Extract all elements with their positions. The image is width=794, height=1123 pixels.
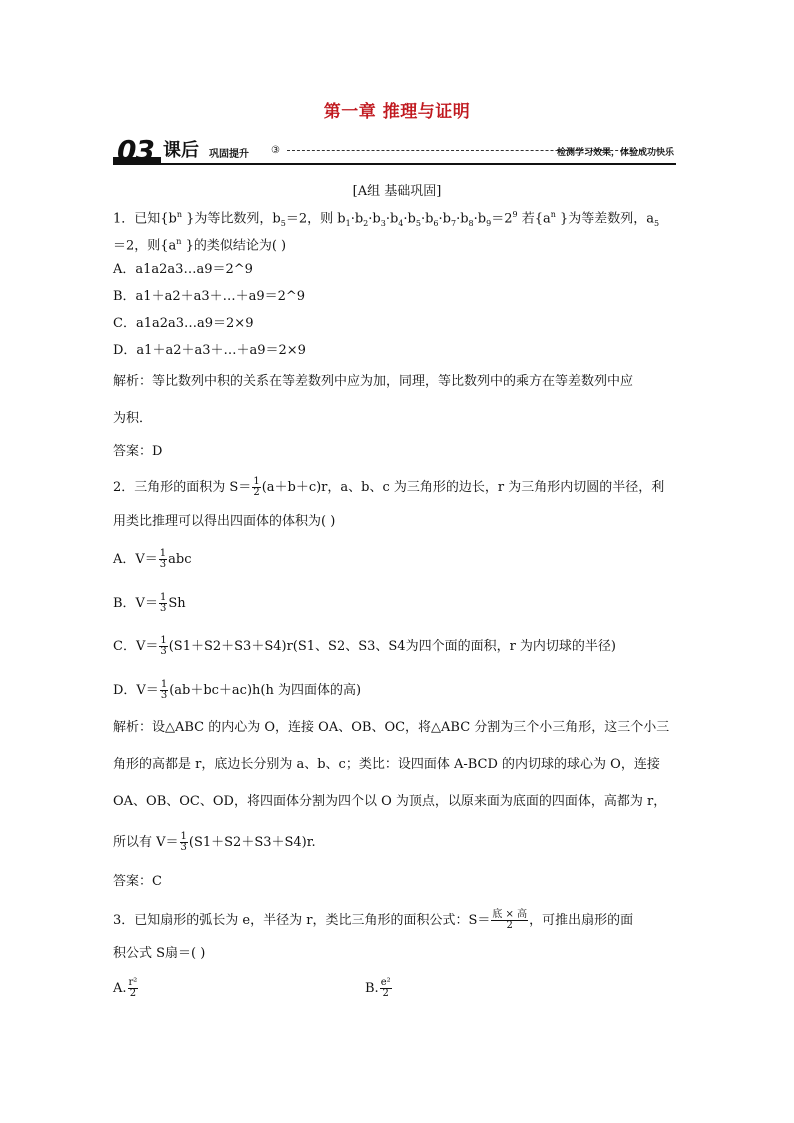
q1-t23: ＝2 (491, 211, 513, 227)
banner-rule (113, 163, 676, 165)
q2-a-frac (159, 549, 167, 570)
q2-an4-pre: 所以有 V＝ (113, 835, 179, 850)
q1-l2c: }的类似结论为( ) (181, 238, 287, 254)
q2-analysis-line1: 解析：设△ABC 的内心为 O，连接 OA、OB、OC，将△ABC 分割为三个小三角形，这三个小三 (113, 720, 670, 735)
q2-d-frac (160, 680, 168, 701)
q2-stem-line2: 用类比推理可以得出四面体的体积为( ) (113, 514, 336, 529)
q3-a-frac (128, 978, 139, 999)
q2-an4-frac (180, 832, 188, 853)
q2-d-num: 1 (160, 679, 168, 690)
q2-d-den: 3 (160, 690, 168, 701)
q1-t12: 4 (398, 218, 404, 228)
q1-t22: 9 (486, 218, 492, 228)
q3-stem-line1 (113, 910, 633, 931)
q3-option-a (113, 978, 139, 999)
q2-c-pre: C．V＝ (113, 639, 159, 654)
q2-d-pre: D．V＝ (113, 683, 159, 698)
q2-an4-num: 1 (180, 831, 187, 842)
q2-an4-post: (S1＋S2＋S3＋S4)r. (188, 835, 316, 850)
q1-t16: 6 (433, 218, 439, 228)
q2-option-b (113, 593, 186, 614)
q3-a-den: 2 (129, 988, 137, 999)
q2-half-fraction (252, 477, 260, 498)
q2-option-d (113, 680, 361, 701)
q2-b-frac (159, 593, 167, 614)
q3-a-num: r² (128, 977, 138, 988)
q2-answer: 答案：C (113, 874, 162, 889)
q1-t5: ＝2，则 b (285, 211, 346, 227)
q2-d-post: (ab＋bc＋ac)h(h 为四面体的高) (169, 683, 362, 698)
banner-number: 03 (117, 134, 154, 167)
q1-l2a: ＝2，则{a (113, 238, 177, 254)
q1-t25: 若{a (517, 211, 551, 227)
q1-t8: 2 (363, 218, 369, 228)
q1-t15: ·b (420, 211, 434, 227)
q1-option-b: B．a1＋a2＋a3＋…＋a9＝2^9 (113, 289, 306, 304)
chapter-title: 第一章 推理与证明 (323, 102, 471, 122)
q1-t14: 5 (415, 218, 421, 228)
q1-t7: ·b (350, 211, 364, 227)
q1-option-a: A．a1a2a3…a9＝2^9 (113, 262, 253, 277)
q1-option-c: C．a1a2a3…a9＝2×9 (113, 316, 254, 331)
q1-t11: ·b (385, 211, 399, 227)
q3-l1-pre: 3．已知扇形的弧长为 e，半径为 r，类比三角形的面积公式：S＝ (113, 913, 491, 928)
q2-a-post: abc (168, 552, 192, 567)
q1-t20: 8 (468, 218, 474, 228)
q3-a-pre: A. (113, 981, 127, 996)
q3-stem-line2: 积公式 S扇＝( ) (113, 946, 206, 961)
q1-t21: ·b (473, 211, 487, 227)
banner-slogan: 检测学习效果，体验成功快乐 (556, 148, 674, 158)
q2-half-den: 2 (253, 487, 260, 498)
banner-circle-icon: ③ (271, 145, 280, 156)
q1-t1: 1．已知{b (113, 211, 177, 227)
q2-stem-line1 (113, 477, 664, 498)
q2-analysis-line3: OA、OB、OC、OD，将四面体分割为四个以 O 为顶点，以原来面为底面的四面体，高都为 r， (113, 794, 667, 809)
q2-half-num: 1 (253, 476, 260, 487)
banner-word: 课后 (163, 140, 199, 161)
q3-b-frac (380, 978, 392, 999)
q3-b-pre: B. (365, 981, 379, 996)
q1-answer: 答案：D (113, 444, 163, 459)
q1-analysis-line1: 解析：等比数列中积的关系在等差数列中应为加，同理，等比数列中的乘方在等差数列中应 (113, 374, 634, 389)
q3-b-num: e² (380, 977, 391, 988)
q1-t28: 5 (654, 218, 660, 228)
q2-b-pre: B．V＝ (113, 596, 158, 611)
q2-a-pre: A．V＝ (113, 552, 158, 567)
q3-area-frac (491, 910, 528, 931)
q1-t26: n (550, 210, 556, 219)
q1-t6: 1 (345, 218, 351, 228)
q2-a-num: 1 (159, 548, 167, 559)
q1-t19: ·b (456, 211, 469, 227)
q1-analysis-line2: 为积． (113, 411, 153, 426)
q2-an4-den: 3 (180, 842, 187, 853)
q3-l1-post: ，可推出扇形的面 (529, 913, 634, 928)
section-banner (113, 134, 676, 167)
section-heading: [A组 基础巩固] (352, 184, 442, 199)
q2-b-post: Sh (168, 596, 186, 611)
q1-t10: 3 (380, 218, 386, 228)
q2-a-den: 3 (159, 559, 167, 570)
q2-b-den: 3 (159, 603, 167, 614)
q1-t2: n (176, 210, 183, 219)
q1-t3: }为等比数列，b (182, 211, 281, 227)
q1-t24: 9 (512, 210, 518, 219)
q2-b-num: 1 (159, 592, 167, 603)
q1-t27: }为等差数列，a (555, 211, 655, 227)
q1-option-d: D．a1＋a2＋a3＋…＋a9＝2×9 (113, 343, 306, 358)
q1-t4: 5 (280, 218, 286, 228)
q3-area-den: 2 (506, 920, 513, 931)
q2-option-a (113, 549, 192, 570)
q2-analysis-line4 (113, 832, 316, 853)
q2-option-c (113, 636, 616, 657)
q2-l1-pre: 2．三角形的面积为 S＝ (113, 480, 252, 495)
q2-c-num: 1 (160, 635, 167, 646)
q2-c-post: (S1＋S2＋S3＋S4)r(S1、S2、S3、S4为四个面的面积，r 为内切球的半径) (168, 639, 616, 654)
q3-area-num: 底 × 高 (492, 909, 528, 920)
q2-c-frac (159, 636, 167, 657)
q2-l1-post: (a＋b＋c)r，a、b、c 为三角形的边长，r 为三角形内切圆的半径，利 (261, 480, 665, 495)
q2-c-den: 3 (160, 646, 167, 657)
q1-t17: ·b (438, 211, 451, 227)
q1-t13: ·b (403, 211, 416, 227)
q1-t18: 7 (450, 218, 457, 228)
q1-stem-line1 (113, 207, 659, 232)
q3-b-den: 2 (382, 988, 389, 999)
q3-option-b (365, 978, 393, 999)
q1-stem-line2 (113, 234, 286, 254)
banner-subtitle: 巩固提升 (209, 149, 249, 160)
q1-l2b: n (176, 237, 182, 246)
q2-analysis-line2: 角形的高都是 r，底边长分别为 a、b、c；类比：设四面体 A-BCD 的内切球的球心为 O，连接 (113, 757, 660, 772)
q1-t9: ·b (368, 211, 381, 227)
